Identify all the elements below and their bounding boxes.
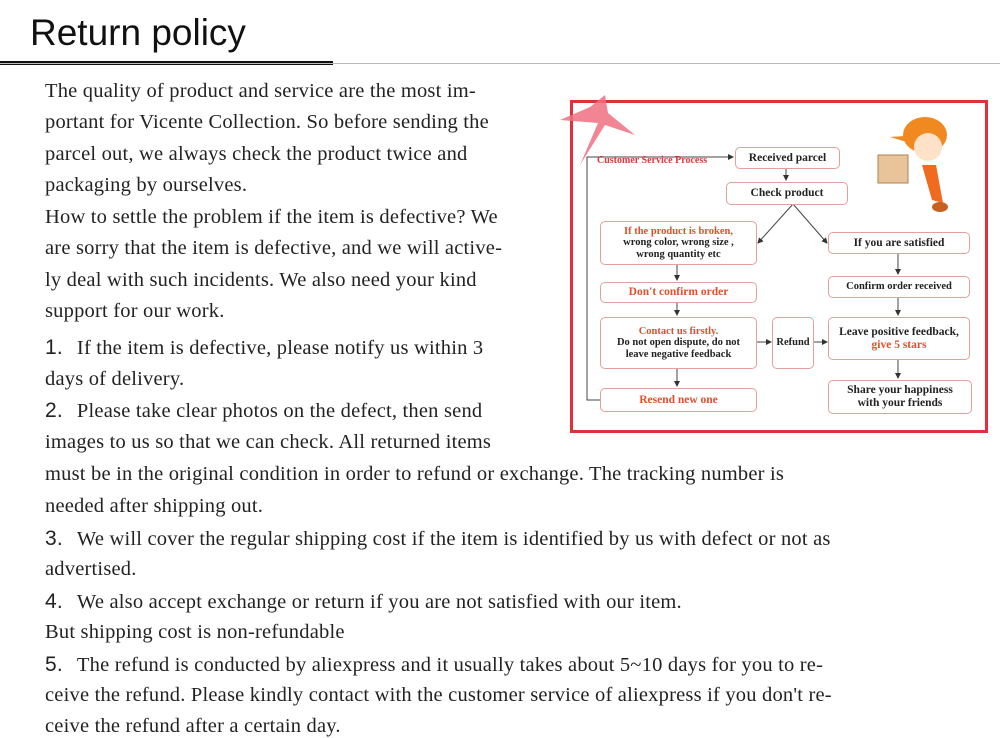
step-text: Do not open dispute, do not	[616, 337, 741, 349]
paragraph-line: are sorry that the item is defective, and we will active-	[45, 237, 503, 259]
step-confirm-received	[828, 276, 970, 298]
list-number: 2.	[45, 399, 63, 422]
step-resend	[600, 388, 757, 412]
paragraph-line: How to settle the problem if the item is defective? We	[45, 206, 498, 228]
list-item-line	[45, 621, 345, 644]
list-number: 4.	[45, 590, 63, 613]
list-number: 3.	[45, 527, 63, 550]
list-text: days of delivery.	[45, 368, 185, 390]
step-text: Refund	[776, 337, 810, 349]
list-item-line	[45, 495, 263, 518]
list-item-line	[45, 399, 482, 423]
paragraph-line: portant for Vicente Collection. So before sending the	[45, 111, 489, 133]
step-contact	[600, 317, 757, 369]
list-text: ceive the refund after a certain day.	[45, 715, 341, 737]
step-text: If you are satisfied	[853, 236, 945, 249]
list-text: We also accept exchange or return if you are not satisfied with our item.	[76, 591, 682, 613]
list-item-line	[45, 368, 184, 391]
list-text: must be in the original condition in order to refund or exchange. The tracking number is	[45, 463, 785, 485]
list-text: advertised.	[45, 558, 137, 580]
step-text: Don't confirm order	[628, 286, 729, 299]
list-number: 5.	[45, 653, 63, 676]
step-text: Check product	[750, 187, 824, 200]
list-item-line	[45, 336, 483, 360]
list-item-line	[45, 527, 831, 551]
list-item-line	[45, 715, 341, 738]
list-text: ceive the refund. Please kindly contact with the customer service of aliexpress if you don't re-	[45, 684, 832, 706]
step-text: If the product is broken,	[623, 225, 733, 237]
step-dont-confirm	[600, 282, 757, 303]
list-number: 1.	[45, 336, 63, 359]
paragraph-line: ly deal with such incidents. We also need your kind	[45, 269, 477, 291]
list-text: images to us so that we can check. All returned items	[45, 431, 492, 453]
list-text: We will cover the regular shipping cost if the item is identified by us with defect or not as	[76, 528, 831, 550]
step-text: wrong quantity etc	[636, 248, 721, 260]
step-feedback	[828, 317, 970, 360]
customer-service-flowchart	[560, 95, 990, 435]
step-text: leave negative feedback	[625, 348, 732, 360]
step-text: Received parcel	[748, 151, 827, 164]
step-check-product	[726, 182, 848, 205]
list-item-line	[45, 463, 784, 486]
step-satisfied	[828, 232, 970, 254]
step-text: wrong color, wrong size ,	[623, 237, 734, 249]
list-item-line	[45, 558, 137, 581]
list-text: If the item is defective, please notify us within 3	[76, 337, 484, 359]
list-text: The refund is conducted by aliexpress and it usually takes about 5~10 days for you to re-	[76, 654, 824, 676]
flow-label: Customer Service Process	[597, 155, 708, 166]
paragraph-line: The quality of product and service are the most im-	[45, 80, 476, 102]
step-text: Contact us firstly.	[638, 325, 719, 337]
list-item-line	[45, 684, 832, 707]
step-text: Share your happiness	[847, 384, 953, 397]
list-item-line	[45, 431, 491, 454]
divider	[0, 63, 1000, 64]
step-text: Leave positive feedback,	[839, 325, 959, 338]
list-item-line	[45, 590, 682, 614]
page-title: Return policy	[30, 12, 246, 53]
step-broken	[600, 221, 757, 265]
list-item-line	[45, 653, 823, 677]
step-share	[828, 380, 972, 414]
step-refund	[772, 317, 814, 369]
step-text: give 5 stars	[871, 338, 927, 351]
step-text: Resend new one	[639, 393, 718, 406]
step-received-parcel	[735, 147, 840, 169]
paragraph-line: packaging by ourselves.	[45, 174, 248, 196]
list-text: But shipping cost is non-refundable	[45, 621, 345, 643]
step-text: with your friends	[857, 397, 943, 409]
delivery-boy-illustration	[878, 117, 948, 212]
paragraph-line: parcel out, we always check the product twice and	[45, 143, 468, 165]
list-text: needed after shipping out.	[45, 495, 264, 517]
paragraph-line: support for our work.	[45, 300, 225, 322]
list-text: Please take clear photos on the defect, then send	[76, 400, 483, 422]
step-text: Confirm order received	[846, 281, 952, 293]
